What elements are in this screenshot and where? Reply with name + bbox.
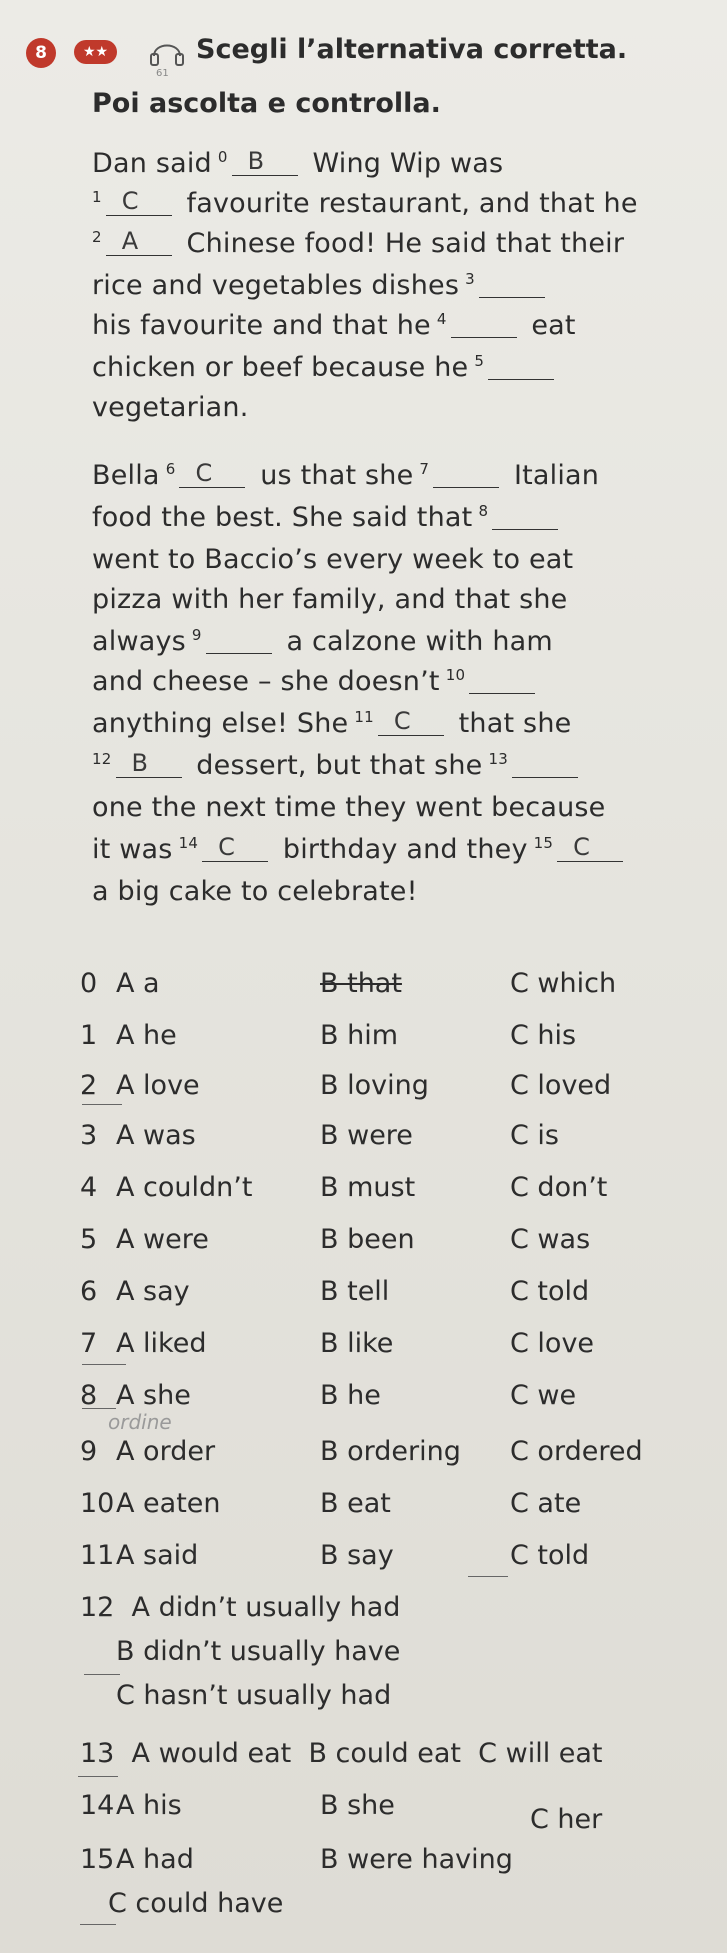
option-number: 6 xyxy=(80,1276,98,1307)
option-row xyxy=(80,968,680,1002)
option-b[interactable]: B ordering xyxy=(320,1436,461,1467)
option-row xyxy=(80,1224,680,1258)
option-c[interactable]: C his xyxy=(510,1020,577,1051)
handwritten-answer: B xyxy=(131,749,149,777)
option-a[interactable]: A didn’t usually had xyxy=(131,1592,401,1623)
gap-number: 11 xyxy=(354,708,374,726)
option-c[interactable]: C her xyxy=(530,1804,603,1835)
text-line xyxy=(92,188,638,219)
option-c[interactable]: C love xyxy=(510,1328,595,1359)
answer-gap[interactable] xyxy=(512,751,578,778)
option-b[interactable]: B could eat xyxy=(308,1738,461,1769)
answer-gap[interactable] xyxy=(433,461,499,488)
option-c[interactable]: C don’t xyxy=(510,1172,608,1203)
text-line xyxy=(92,666,541,697)
answer-gap[interactable] xyxy=(232,149,298,176)
text-line xyxy=(92,708,571,739)
option-b[interactable]: B him xyxy=(320,1020,399,1051)
option-row xyxy=(80,1328,680,1362)
exercise-number-badge: 8 xyxy=(26,38,56,68)
option-row xyxy=(80,1790,680,1835)
option-row xyxy=(80,1844,680,1878)
option-number: 5 xyxy=(80,1224,98,1255)
option-a[interactable]: 0 xyxy=(80,968,98,999)
option-b[interactable]: B eat xyxy=(320,1488,391,1519)
text-fragment: us that she xyxy=(260,460,414,491)
answer-gap[interactable] xyxy=(378,709,444,736)
option-number: 10 xyxy=(80,1488,115,1519)
option-a[interactable]: A his xyxy=(116,1790,182,1821)
text-fragment: pizza with her family, and that she xyxy=(92,584,568,615)
option-a-text[interactable]: A a xyxy=(116,968,160,999)
option-number: 9 xyxy=(80,1436,98,1467)
option-a[interactable]: A couldn’t xyxy=(116,1172,253,1203)
option-number: 11 xyxy=(80,1540,115,1571)
option-a[interactable]: A was xyxy=(116,1120,196,1151)
handwritten-answer: B xyxy=(247,147,265,175)
option-a[interactable]: A eaten xyxy=(116,1488,221,1519)
option-a[interactable]: A order xyxy=(116,1436,216,1467)
text-line xyxy=(92,876,418,907)
answer-gap[interactable] xyxy=(179,461,245,488)
option-b[interactable]: B he xyxy=(320,1380,381,1411)
instruction-title: Scegli l’alternativa corretta. xyxy=(196,34,628,65)
pencil-underline xyxy=(82,1104,122,1105)
option-c[interactable]: C which xyxy=(510,968,617,999)
handwritten-note: ordine xyxy=(108,1410,172,1434)
option-row xyxy=(80,1436,680,1470)
option-row xyxy=(80,1276,680,1310)
option-row xyxy=(80,1020,680,1054)
option-number: 13 xyxy=(80,1738,115,1769)
text-fragment: rice and vegetables dishes xyxy=(92,270,460,301)
option-b[interactable]: B were having xyxy=(320,1844,513,1875)
option-c[interactable]: C loved xyxy=(510,1070,612,1101)
handwritten-answer: C xyxy=(393,707,411,735)
pencil-underline xyxy=(468,1576,508,1577)
text-fragment: always xyxy=(92,626,186,657)
gap-number: 3 xyxy=(465,270,475,288)
gap-number: 8 xyxy=(478,502,489,520)
text-line xyxy=(92,310,576,341)
answer-gap[interactable] xyxy=(479,271,545,298)
option-c[interactable]: C we xyxy=(510,1380,577,1411)
gap-number: 12 xyxy=(92,750,112,768)
option-b[interactable]: B didn’t usually have xyxy=(116,1636,401,1667)
option-row xyxy=(80,1738,603,1769)
answer-gap[interactable] xyxy=(116,751,182,778)
text-fragment: food the best. She said that xyxy=(92,502,473,533)
text-fragment: birthday and they xyxy=(282,834,528,865)
gap-number: 5 xyxy=(474,352,485,370)
pencil-underline xyxy=(82,1408,116,1409)
gap-number: 0 xyxy=(217,148,228,166)
handwritten-answer: A xyxy=(121,227,139,255)
text-fragment: anything else! She xyxy=(92,708,349,739)
option-number: 4 xyxy=(80,1172,98,1203)
text-line xyxy=(92,392,249,423)
option-a[interactable]: A he xyxy=(116,1020,177,1051)
answer-gap[interactable] xyxy=(206,627,272,654)
text-line xyxy=(92,460,599,491)
text-line xyxy=(92,228,624,259)
text-fragment: Wing Wip was xyxy=(312,148,504,179)
option-a[interactable]: A said xyxy=(116,1540,199,1571)
text-fragment: Chinese food! He said that their xyxy=(186,228,625,259)
handwritten-answer: C xyxy=(573,833,591,861)
text-line xyxy=(92,792,605,823)
text-line xyxy=(92,148,503,179)
option-number: 7 xyxy=(80,1328,98,1359)
gap-number: 10 xyxy=(445,666,466,684)
text-fragment: a calzone with ham xyxy=(286,626,553,657)
answer-gap[interactable] xyxy=(106,189,172,216)
option-row xyxy=(80,1488,680,1522)
option-b-text: B that xyxy=(320,968,402,999)
option-b[interactable]: B must xyxy=(320,1172,416,1203)
option-a[interactable]: A liked xyxy=(116,1328,207,1359)
option-b[interactable]: B like xyxy=(320,1328,394,1359)
option-c[interactable]: C hasn’t usually had xyxy=(116,1680,392,1711)
gap-number: 7 xyxy=(419,460,430,478)
text-fragment: and cheese – she doesn’t xyxy=(92,666,440,697)
option-c[interactable]: C told xyxy=(510,1540,590,1571)
option-c[interactable]: C will eat xyxy=(478,1738,603,1769)
handwritten-answer: C xyxy=(218,833,236,861)
text-fragment: vegetarian. xyxy=(92,392,249,423)
option-number: 8 xyxy=(80,1380,98,1411)
option-a[interactable]: A would eat xyxy=(131,1738,292,1769)
option-row xyxy=(80,1592,400,1623)
option-a[interactable]: A had xyxy=(116,1844,194,1875)
pencil-underline xyxy=(84,1674,120,1675)
option-c[interactable]: C ordered xyxy=(510,1436,643,1467)
text-fragment: dessert, but that she xyxy=(196,750,483,781)
gap-number: 2 xyxy=(92,228,102,246)
option-a[interactable]: A she xyxy=(116,1380,191,1411)
gap-number: 13 xyxy=(488,750,508,768)
option-b[interactable]: B she xyxy=(320,1790,395,1821)
text-fragment: Dan said xyxy=(92,148,212,179)
option-c[interactable]: C told xyxy=(510,1276,590,1307)
option-number: 1 xyxy=(80,1020,98,1051)
gap-number: 15 xyxy=(533,834,554,852)
answer-gap[interactable] xyxy=(469,667,535,694)
gap-number: 6 xyxy=(165,460,176,478)
text-line xyxy=(92,626,553,657)
option-a[interactable]: A love xyxy=(116,1070,200,1101)
difficulty-stars: ★★ xyxy=(74,40,117,64)
option-row xyxy=(80,1172,680,1206)
option-number: 3 xyxy=(80,1120,98,1151)
text-fragment: favourite restaurant, and that he xyxy=(186,188,638,219)
option-a[interactable]: A say xyxy=(116,1276,190,1307)
text-fragment: his favourite and that he xyxy=(92,310,431,341)
answer-gap[interactable] xyxy=(492,503,558,530)
gap-number: 14 xyxy=(178,834,199,852)
pencil-underline xyxy=(82,1364,126,1365)
handwritten-answer: C xyxy=(195,459,213,487)
gap-number: 9 xyxy=(191,626,202,644)
text-line xyxy=(92,502,564,533)
option-row xyxy=(80,1070,680,1104)
option-b[interactable] xyxy=(320,968,402,999)
option-c[interactable]: C was xyxy=(510,1224,591,1255)
text-fragment: Bella xyxy=(92,460,160,491)
instruction-subtitle: Poi ascolta e controlla. xyxy=(92,88,441,119)
option-row xyxy=(80,1120,680,1154)
option-row xyxy=(80,1380,680,1414)
answer-gap[interactable] xyxy=(451,311,517,338)
answer-gap[interactable] xyxy=(557,835,623,862)
text-fragment: one the next time they went because xyxy=(92,792,606,823)
answer-gap[interactable] xyxy=(106,229,172,256)
option-b[interactable]: B say xyxy=(320,1540,394,1571)
text-fragment: eat xyxy=(531,310,576,341)
text-line xyxy=(92,584,567,615)
option-number: 15 xyxy=(80,1844,115,1875)
option-number: 12 xyxy=(80,1592,115,1623)
text-fragment: that she xyxy=(458,708,572,739)
text-fragment: it was xyxy=(92,834,173,865)
text-line xyxy=(92,270,551,301)
option-b[interactable]: B were xyxy=(320,1120,413,1151)
text-fragment: chicken or beef because he xyxy=(92,352,469,383)
text-fragment: Italian xyxy=(513,460,600,491)
headphones-icon[interactable] xyxy=(148,34,186,68)
option-b[interactable]: B been xyxy=(320,1224,415,1255)
text-line xyxy=(92,544,573,575)
text-fragment: a big cake to celebrate! xyxy=(92,876,418,907)
text-line xyxy=(92,352,560,383)
option-c[interactable]: C is xyxy=(510,1120,560,1151)
audio-track-number: 61 xyxy=(156,68,169,79)
option-row xyxy=(80,1540,680,1574)
option-c[interactable]: C ate xyxy=(510,1488,582,1519)
handwritten-answer: C xyxy=(121,187,139,215)
option-b[interactable]: B tell xyxy=(320,1276,390,1307)
gap-number: 1 xyxy=(92,188,102,206)
text-line xyxy=(92,750,584,781)
option-number: 2 xyxy=(80,1070,98,1101)
option-a[interactable]: A were xyxy=(116,1224,209,1255)
text-fragment: went to Baccio’s every week to eat xyxy=(92,544,574,575)
pencil-underline xyxy=(80,1924,116,1925)
option-c[interactable]: C could have xyxy=(108,1888,284,1919)
option-b[interactable]: B loving xyxy=(320,1070,429,1101)
option-number: 14 xyxy=(80,1790,115,1821)
text-line xyxy=(92,834,629,865)
pencil-underline xyxy=(78,1776,118,1777)
answer-gap[interactable] xyxy=(488,353,554,380)
gap-number: 4 xyxy=(436,310,447,328)
answer-gap[interactable] xyxy=(202,835,268,862)
